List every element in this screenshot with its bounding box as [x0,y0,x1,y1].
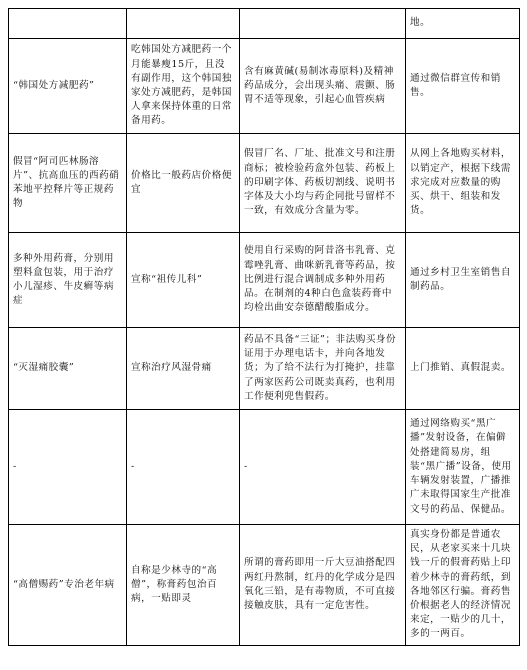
claim-cell: - [127,410,240,525]
claim-cell: 宣称“祖传儿科” [127,233,240,328]
product-cell: “灭湿痛胶囊” [9,328,127,410]
channel-cell: 地。 [406,9,520,39]
component-cell: 药品不具备“三证”；非法购买身份证用于办理电话卡，并向各地发货；为了给不法行为打掩护，挂靠了两家医药公司既卖真药，也利用工作便利兜售假药。 [240,328,406,410]
channel-cell: 上门推销、真假混卖。 [406,328,520,410]
table-row [9,410,520,525]
product-cell: 多种外用药膏，分别用塑料盒包装，用于治疗小儿湿疹、牛皮癣等病症 [9,233,127,328]
channel-cell: 通过乡村卫生室销售自制药品。 [406,233,520,328]
claim-cell [127,9,240,39]
component-cell: 所谓的膏药即用一斤大豆油搭配四两红丹熬制，红丹的化学成分是四氧化三铅，是有毒物质，不可直接接触皮肤，具有一定危害性。 [240,525,406,646]
component-cell: 使用自行采购的阿昔洛韦乳膏、克霉唑乳膏、曲咪新乳膏等药品，按比例进行混合调制成多种外用药品。在制剂的4种白色盒装药膏中均检出曲安奈德醋酸脂成分。 [240,233,406,328]
channel-cell: 真实身份都是普通农民，从老家买来十几块钱一斤的假膏药贴上印着少林寺的膏药纸，到各地邻区行骗。膏药售价根据老人的经济情况来定，一贴少的几十，多的一两百。 [406,525,520,646]
table-row [9,9,520,39]
product-cell: “韩国处方减肥药” [9,39,127,134]
product-cell: “高僧赐药”专治老年病 [9,525,127,646]
claim-cell: 宣称治疗风湿骨痛 [127,328,240,410]
component-cell: 假冒厂名、厂址、批准文号和注册商标；被检验药盒外包装、药板上的印刷字体、药板切割线、说明书字体及大小均与药企同批号留样不一致，有效成分含量为零。 [240,134,406,233]
claim-cell: 自称是少林寺的“高僧”，称膏药包治百病，一贴即灵 [127,525,240,646]
channel-cell: 通过微信群宣传和销售。 [406,39,520,134]
table-row [9,328,520,410]
channel-cell: 通过网络购买“黑广播”发射设备，在偏僻处搭建简易房，组装“黑广播”设备，使用车辆发射装置，广播推广未取得国家生产批准文号的药品、保健品。 [406,410,520,525]
product-cell: - [9,410,127,525]
component-cell [240,9,406,39]
table-row [9,233,520,328]
claim-cell: 吃韩国处方减肥药一个月能暴瘦15斤，且没有副作用，这个韩国独家处方减肥药，是韩国人拿来保持体重的日常备用药。 [127,39,240,134]
counterfeit-drug-table [8,8,520,646]
channel-cell: 从网上各地购买材料，以销定产，根据下线需求完成对应数量的购买、烘干、组装和发货。 [406,134,520,233]
table-row [9,39,520,134]
claim-cell: 价格比一般药店价格便宜 [127,134,240,233]
product-cell [9,9,127,39]
table-row [9,134,520,233]
product-cell: 假冒“阿司匹林肠溶片”、抗高血压的西药硝苯地平控释片等正规药物 [9,134,127,233]
table-row [9,525,520,646]
component-cell: - [240,410,406,525]
component-cell: 含有麻黄碱(易制冰毒原料)及精神药品成分，会出现头痛、震颤、肠胃不适等现象，引起心血管疾病 [240,39,406,134]
